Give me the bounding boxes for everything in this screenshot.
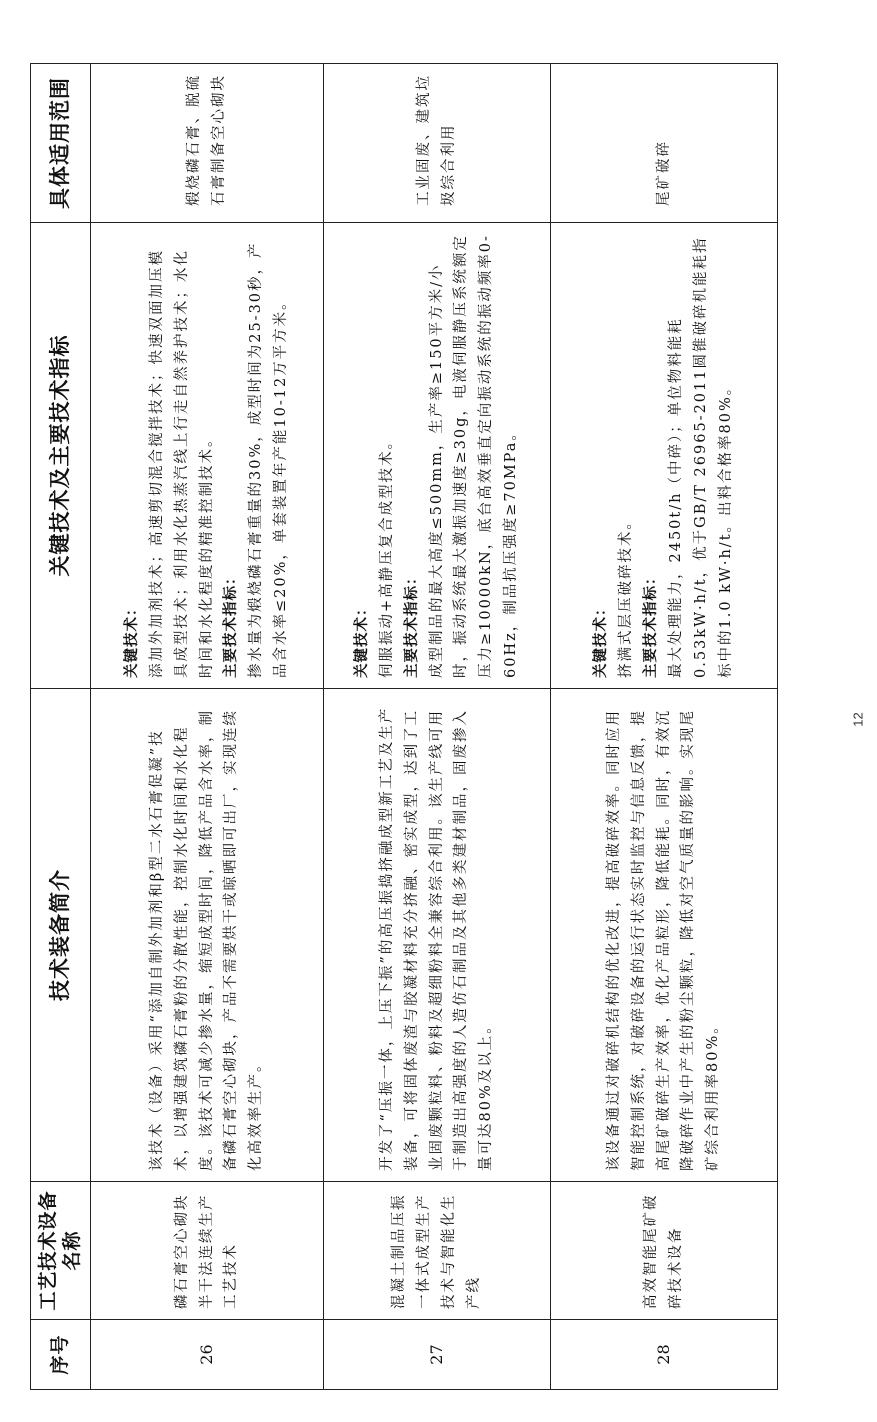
page-number: 12 [850,712,866,727]
main-index-label: 主要技术指标： [643,569,660,678]
key-tech-text: 挤满式层压破碎技术。 [618,513,635,678]
main-index-text: 成型制品的最大高度≤500mm，生产率≥150平方米/小时，振动系统最大激振加速度≥30g，电液伺服静压系统额定压力≥10000kN，底台高效垂直定向振动系统的振动频率0-60Hz，制品抗压强度≥70MPa。 [428,234,520,678]
header-seq: 序号 [31,1320,91,1390]
row-name: 混凝土制品压振一体式成型生产技术与智能化生产线 [324,1182,551,1320]
table-row [91,64,324,1390]
table-row [551,64,778,1390]
table-header-row [31,64,91,1390]
main-index-text: 掺水量为煅烧磷石膏重量的30%，成型时间为25-30秒，产品含水率≤20%，单套装置年产能10-12万平方米。 [248,241,290,678]
row-number: 28 [551,1320,778,1390]
key-tech-text: 伺服振动+高静压复合成型技术。 [378,432,395,678]
row-key-tech [91,223,324,689]
table-row [324,64,551,1390]
key-tech-label: 关键技术： [353,600,370,678]
row-intro: 开发了“压振一体，上压下振”的高压振捣挤融成型新工艺及生产装备，可将固体废渣与胶凝材料充分挤融、密实成型，达到了工业固废颗粒料、粉料及超细粉料全兼容综合利用。该生产线可用于制造出高强度的人造仿石制品及其他多类建材制品，固废掺入量可达80%及以上。 [324,689,551,1182]
main-index-label: 主要技术指标： [223,569,240,678]
header-intro: 技术装备简介 [31,689,91,1182]
row-name: 高效智能尾矿破碎技术设备 [551,1182,778,1320]
rotated-page-content [30,64,777,1390]
technology-table [30,63,778,1390]
main-index-label: 主要技术指标： [403,569,420,678]
row-name: 磷石膏空心砌块半干法连续生产工艺技术 [91,1182,324,1320]
row-scope: 工业固废、建筑垃圾综合利用 [324,64,551,223]
row-scope: 尾矿破碎 [551,64,778,223]
key-tech-label: 关键技术： [593,600,610,678]
key-tech-text: 添加外加剂技术；高速剪切混合搅拌技术；快速双面加压模具成型技术；利用水化热蒸汽线上行走自然养护技术；水化时间和水化程度的精准控制技术。 [148,249,215,678]
row-intro: 该技术（设备）采用“添加自制外加剂和β型二水石膏促凝”技术，以增强建筑磷石膏粉的分散性能，控制水化时间和水化程度。该技术可减少掺水量，缩短成型时间，降低产品含水率，制备磷石膏空心砌块，产品不需要烘干或晾晒即可出厂，实现连续化高效率生产。 [91,689,324,1182]
row-intro: 该设备通过对破碎机结构的优化改进，提高破碎效率。同时应用智能控制系统，对破碎设备的运行状态实时监控与信息反馈，提高尾矿破碎生产效率，优化产品粒形，降低能耗。同时，有效沉降破碎作业中产生的粉尘颗粒，降低对空气质量的影响。实现尾矿综合利用率80%。 [551,689,778,1182]
header-key-tech: 关键技术及主要技术指标 [31,223,91,689]
key-tech-label: 关键技术： [123,600,140,678]
row-key-tech [324,223,551,689]
row-scope: 煅烧磷石膏、脱硫石膏制备空心砌块 [91,64,324,223]
main-index-text: 最大处理能力，2450t/h（中碎）；单位物料能耗0.53kW·h/t，优于GB/T 26965-2011圆锥破碎机能耗指标中的1.0 kW·h/t。出料合格率80%。 [668,236,734,678]
header-name: 工艺技术设备名称 [31,1182,91,1320]
row-number: 27 [324,1320,551,1390]
row-key-tech [551,223,778,689]
header-scope: 具体适用范围 [31,64,91,223]
row-number: 26 [91,1320,324,1390]
